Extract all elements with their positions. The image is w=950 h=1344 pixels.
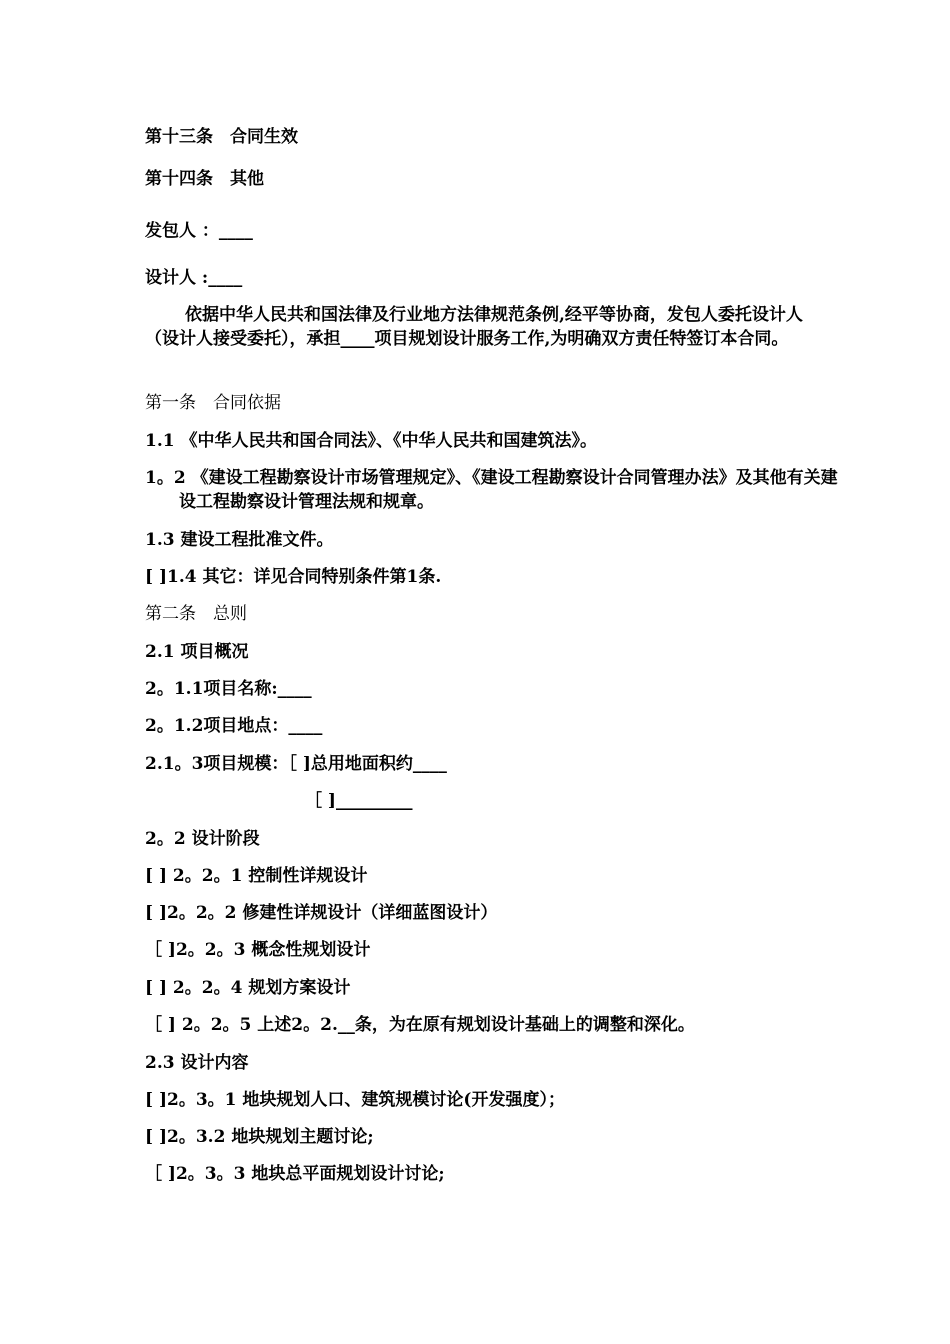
clause-2-2-5: ［ ] 2。2。5 上述2。2.__条，为在原有规划设计基础上的调整和深化。 bbox=[145, 1015, 695, 1035]
clause-2-2-4: [ ] 2。2。4 规划方案设计 bbox=[145, 978, 351, 998]
clause-1-4: [ ]1.4 其它：详见合同特别条件第1条. bbox=[145, 567, 442, 587]
clause-2-2-3: ［ ]2。2。3 概念性规划设计 bbox=[145, 940, 371, 960]
article-13-heading: 第十三条 合同生效 bbox=[145, 127, 298, 147]
clause-2-1-2: 2。1.2项目地点：____ bbox=[145, 716, 323, 736]
clause-1-1: 1.1 《中华人民共和国合同法》、《中华人民共和国建筑法》。 bbox=[145, 431, 597, 451]
clause-2-3-1: [ ]2。3。1 地块规划人口、建筑规模讨论(开发强度）； bbox=[145, 1090, 565, 1110]
article-14-heading: 第十四条 其他 bbox=[145, 169, 264, 189]
intro-paragraph: 依据中华人民共和国法律及行业地方法律规范条例,经平等协商，发包人委托设计人（设计人接受委托），承担____项目规划设计服务工作,为明确双方责任特签订本合同。 bbox=[145, 305, 803, 349]
clause-2-2-2: [ ]2。2。2 修建性详规设计（详细蓝图设计） bbox=[145, 903, 498, 923]
clause-2-1-3-extra: ［ ]_________ bbox=[305, 791, 413, 811]
clause-1-2: 1。2 《建设工程勘察设计市场管理规定》、《建设工程勘察设计合同管理办法》及其他有关建设工程勘察设计管理法规和规章。 bbox=[145, 468, 838, 512]
designer-line: 设计人 :____ bbox=[145, 268, 243, 288]
clause-2-3-3: ［ ]2。3。3 地块总平面规划设计讨论; bbox=[145, 1164, 445, 1184]
article-1-heading: 第一条 合同依据 bbox=[145, 393, 281, 413]
clause-2-1-3: 2.1。3项目规模：［ ]总用地面积约____ bbox=[145, 754, 447, 774]
clause-2-3-2: [ ]2。3.2 地块规划主题讨论; bbox=[145, 1127, 374, 1147]
clause-1-3: 1.3 建设工程批准文件。 bbox=[145, 530, 334, 550]
clause-2-1-1: 2。1.1项目名称:____ bbox=[145, 679, 312, 699]
clause-2-3: 2.3 设计内容 bbox=[145, 1053, 249, 1073]
employer-line: 发包人 ：____ bbox=[145, 221, 253, 241]
article-2-heading: 第二条 总则 bbox=[145, 604, 247, 624]
clause-2-2: 2。2 设计阶段 bbox=[145, 829, 260, 849]
clause-2-2-1: [ ] 2。2。1 控制性详规设计 bbox=[145, 866, 368, 886]
clause-2-1: 2.1 项目概况 bbox=[145, 642, 249, 662]
